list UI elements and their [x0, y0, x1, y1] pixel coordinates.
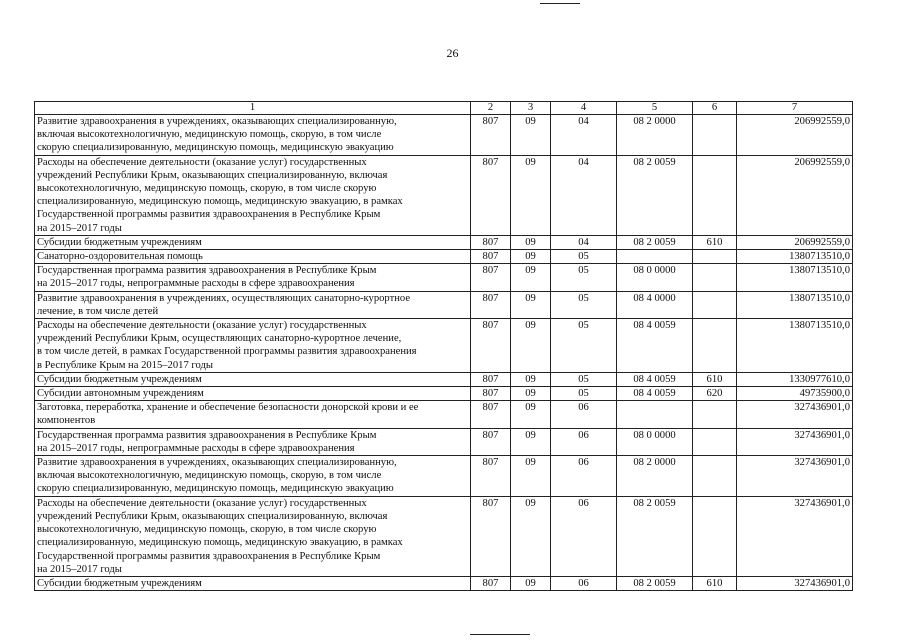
- row-code-2: 807: [471, 401, 511, 428]
- column-header-1: 1: [35, 102, 471, 115]
- row-code-4: 05: [551, 387, 617, 401]
- table-row: [35, 401, 853, 428]
- row-code-4: 05: [551, 372, 617, 386]
- table-row: [35, 235, 853, 249]
- table-row: [35, 372, 853, 386]
- row-code-5: 08 2 0059: [617, 576, 693, 590]
- row-code-4: 05: [551, 250, 617, 264]
- row-code-2: 807: [471, 428, 511, 455]
- table-row: [35, 387, 853, 401]
- row-name: Развитие здравоохранения в учреждениях, оказывающих специализированную, включая высокотехнологичную, медицинскую помощь, скорую, в том числе скорую специализированную, медицинскую помощь, медицинскую эвакуацию: [35, 115, 471, 156]
- row-code-5: 08 4 0059: [617, 372, 693, 386]
- row-code-2: 807: [471, 250, 511, 264]
- row-code-3: 09: [511, 115, 551, 156]
- row-code-6: [693, 401, 737, 428]
- row-code-4: 06: [551, 401, 617, 428]
- row-code-2: 807: [471, 456, 511, 497]
- row-code-3: 09: [511, 456, 551, 497]
- row-code-4: 06: [551, 496, 617, 576]
- row-code-2: 807: [471, 264, 511, 291]
- row-code-6: [693, 319, 737, 373]
- row-code-2: 807: [471, 155, 511, 235]
- row-code-4: 06: [551, 428, 617, 455]
- row-name: Развитие здравоохранения в учреждениях, осуществляющих санаторно-курортное лечение, в том числе детей: [35, 291, 471, 318]
- row-code-2: 807: [471, 372, 511, 386]
- scan-artifact-line: [540, 3, 580, 4]
- budget-table: [34, 101, 853, 591]
- table-row: [35, 155, 853, 235]
- row-code-5: 08 0 0000: [617, 264, 693, 291]
- row-code-5: 08 2 0059: [617, 496, 693, 576]
- row-amount: 1330977610,0: [737, 372, 853, 386]
- column-header-6: 6: [693, 102, 737, 115]
- row-name: Субсидии бюджетным учреждениям: [35, 372, 471, 386]
- column-header-3: 3: [511, 102, 551, 115]
- row-code-6: [693, 115, 737, 156]
- row-code-4: 04: [551, 235, 617, 249]
- row-code-6: [693, 456, 737, 497]
- column-header-4: 4: [551, 102, 617, 115]
- row-code-3: 09: [511, 235, 551, 249]
- table-row: [35, 250, 853, 264]
- row-name: Государственная программа развития здравоохранения в Республике Крым на 2015–2017 годы, непрограммные расходы в сфере здравоохранения: [35, 264, 471, 291]
- row-code-5: 08 4 0000: [617, 291, 693, 318]
- row-code-4: 05: [551, 264, 617, 291]
- row-code-2: 807: [471, 319, 511, 373]
- row-code-6: 610: [693, 576, 737, 590]
- page-number: 26: [446, 46, 459, 60]
- row-amount: 327436901,0: [737, 428, 853, 455]
- row-amount: 327436901,0: [737, 401, 853, 428]
- scan-artifact-line: [470, 634, 530, 635]
- row-code-3: 09: [511, 496, 551, 576]
- row-amount: 1380713510,0: [737, 250, 853, 264]
- row-code-4: 06: [551, 576, 617, 590]
- row-code-6: [693, 496, 737, 576]
- row-code-3: 09: [511, 428, 551, 455]
- row-amount: 327436901,0: [737, 456, 853, 497]
- row-code-5: 08 0 0000: [617, 428, 693, 455]
- row-code-2: 807: [471, 496, 511, 576]
- row-name: Расходы на обеспечение деятельности (оказание услуг) государственных учреждений Республики Крым, осуществляющих санаторно-курортное лечение, в том числе детей, в рамках Государственной программы развития здравоохранения в Республике Крым на 2015–2017 годы: [35, 319, 471, 373]
- row-name: Расходы на обеспечение деятельности (оказание услуг) государственных учреждений Республики Крым, оказывающих специализированную, включая высокотехнологичную, медицинскую помощь, скорую, в том числе скорую специализированную, медицинскую помощь, медицинскую эвакуацию, в рамках Государственной программы развития здравоохранения в Республике Крым на 2015–2017 годы: [35, 155, 471, 235]
- row-code-3: 09: [511, 319, 551, 373]
- row-code-3: 09: [511, 155, 551, 235]
- row-code-5: 08 4 0059: [617, 387, 693, 401]
- row-name: Субсидии автономным учреждениям: [35, 387, 471, 401]
- row-code-5: 08 2 0000: [617, 115, 693, 156]
- table-row: [35, 264, 853, 291]
- row-name: Государственная программа развития здравоохранения в Республике Крым на 2015–2017 годы, непрограммные расходы в сфере здравоохранения: [35, 428, 471, 455]
- header-row: [35, 102, 853, 115]
- table-row: [35, 115, 853, 156]
- row-amount: 206992559,0: [737, 155, 853, 235]
- column-header-5: 5: [617, 102, 693, 115]
- row-code-5: 08 2 0059: [617, 235, 693, 249]
- row-name: Субсидии бюджетным учреждениям: [35, 576, 471, 590]
- row-code-3: 09: [511, 291, 551, 318]
- row-code-6: 620: [693, 387, 737, 401]
- row-code-3: 09: [511, 401, 551, 428]
- table-row: [35, 428, 853, 455]
- row-code-3: 09: [511, 372, 551, 386]
- row-amount: 1380713510,0: [737, 319, 853, 373]
- row-code-6: [693, 155, 737, 235]
- row-code-4: 06: [551, 456, 617, 497]
- row-amount: 1380713510,0: [737, 264, 853, 291]
- row-code-2: 807: [471, 235, 511, 249]
- row-code-4: 04: [551, 115, 617, 156]
- row-code-6: 610: [693, 372, 737, 386]
- table-row: [35, 456, 853, 497]
- table-row: [35, 496, 853, 576]
- row-code-6: [693, 264, 737, 291]
- row-name: Развитие здравоохранения в учреждениях, оказывающих специализированную, включая высокотехнологичную, медицинскую помощь, скорую, в том числе скорую специализированную, медицинскую помощь, медицинскую эвакуацию: [35, 456, 471, 497]
- row-name: Субсидии бюджетным учреждениям: [35, 235, 471, 249]
- row-code-4: 05: [551, 291, 617, 318]
- row-code-4: 04: [551, 155, 617, 235]
- row-code-5: [617, 250, 693, 264]
- row-amount: 206992559,0: [737, 235, 853, 249]
- row-name: Заготовка, переработка, хранение и обеспечение безопасности донорской крови и ее компонентов: [35, 401, 471, 428]
- row-code-2: 807: [471, 291, 511, 318]
- row-code-2: 807: [471, 576, 511, 590]
- row-code-2: 807: [471, 387, 511, 401]
- row-code-5: 08 2 0000: [617, 456, 693, 497]
- row-name: Санаторно-оздоровительная помощь: [35, 250, 471, 264]
- row-amount: 49735900,0: [737, 387, 853, 401]
- row-name: Расходы на обеспечение деятельности (оказание услуг) государственных учреждений Республики Крым, оказывающих специализированную, включая высокотехнологичную, медицинскую помощь, скорую, в том числе скорую специализированную, медицинскую помощь, медицинскую эвакуацию, в рамках Государственной программы развития здравоохранения в Республике Крым на 2015–2017 годы: [35, 496, 471, 576]
- row-code-3: 09: [511, 264, 551, 291]
- table-row: [35, 291, 853, 318]
- row-code-6: 610: [693, 235, 737, 249]
- row-amount: 1380713510,0: [737, 291, 853, 318]
- row-code-6: [693, 250, 737, 264]
- row-code-3: 09: [511, 387, 551, 401]
- row-code-3: 09: [511, 576, 551, 590]
- row-code-4: 05: [551, 319, 617, 373]
- table-row: [35, 576, 853, 590]
- table-body: [35, 115, 853, 591]
- row-code-6: [693, 291, 737, 318]
- row-code-5: [617, 401, 693, 428]
- column-header-2: 2: [471, 102, 511, 115]
- row-amount: 327436901,0: [737, 496, 853, 576]
- row-code-6: [693, 428, 737, 455]
- row-code-2: 807: [471, 115, 511, 156]
- row-amount: 206992559,0: [737, 115, 853, 156]
- row-amount: 327436901,0: [737, 576, 853, 590]
- row-code-3: 09: [511, 250, 551, 264]
- row-code-5: 08 2 0059: [617, 155, 693, 235]
- column-header-7: 7: [737, 102, 853, 115]
- row-code-5: 08 4 0059: [617, 319, 693, 373]
- table-row: [35, 319, 853, 373]
